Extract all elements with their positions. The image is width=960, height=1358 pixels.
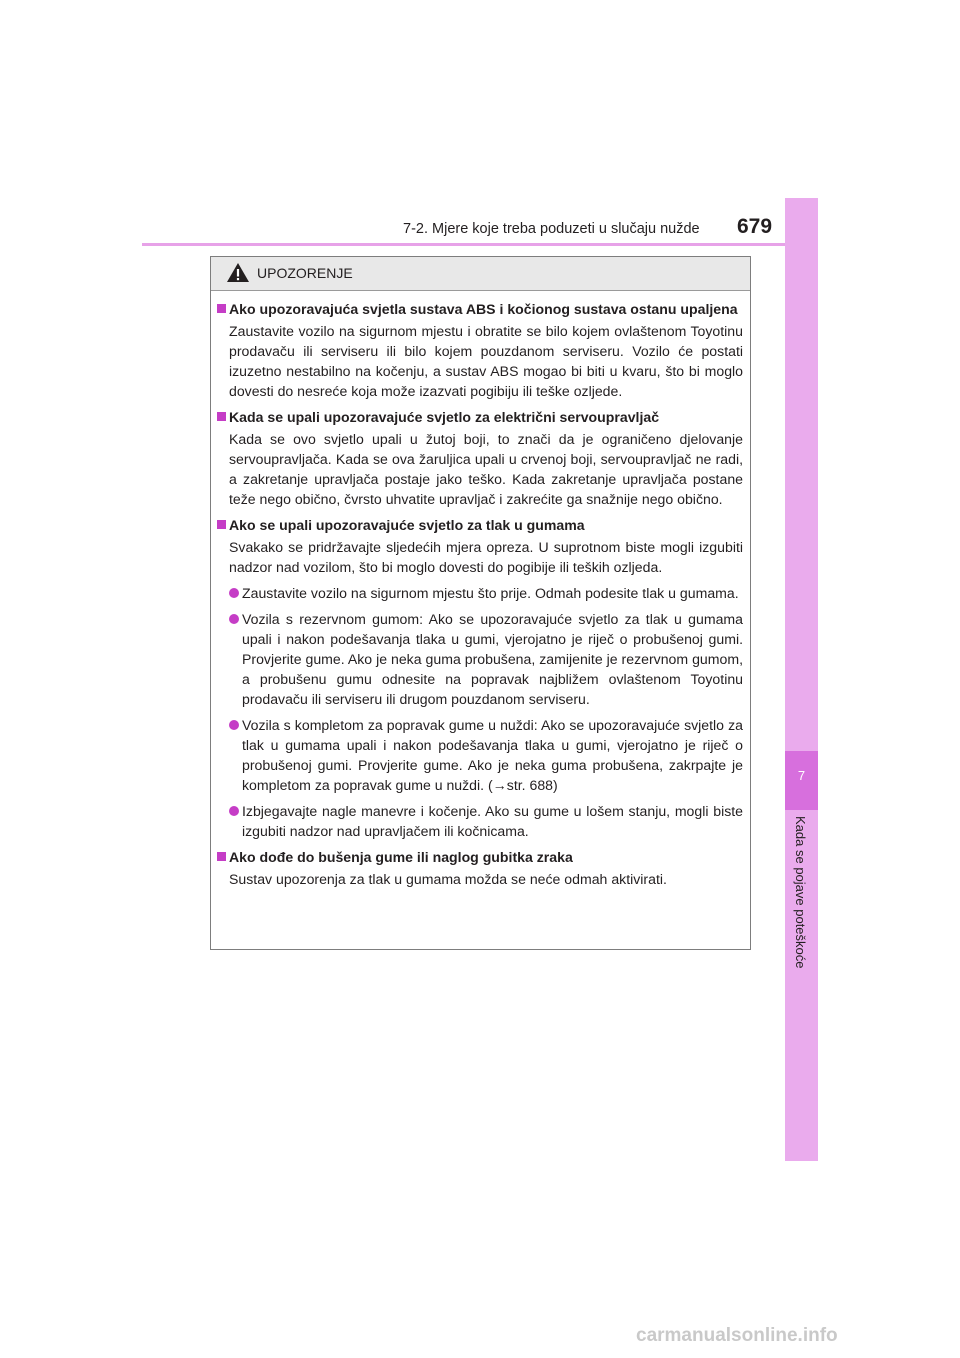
section-heading-text: Kada se upali upozoravajuće svjetlo za električni servoupravljač xyxy=(229,409,660,425)
section-body: Kada se ovo svjetlo upali u žutoj boji, to znači da je ograničeno djelovanje servoupravljača. Kada se ova žaruljica upali u crvenoj boji, servoupravljač ne radi, a zakretanje upravljača postaje jako teško. Kada zakretanje upravljača postane teže nego obično, čvrsto uhvatite upravljač i zakrećite ga snažnije nego obično. xyxy=(229,431,743,507)
bullet-text: Vozila s kompletom za popravak gume u nuždi: Ako se upozoravajuće svjetlo za tlak u gumama upali i nakon podešavanja tlaka u gumi, vjerojatno je riječ o probušenoj gumi. Provjerite gume. Ako je neka guma probušena, zakrpajte je kompletom za popravak gume u nuždi. (→str. 688) xyxy=(242,717,743,793)
warning-section xyxy=(217,847,743,889)
section-heading xyxy=(217,407,743,427)
square-bullet-icon xyxy=(217,412,226,421)
bullet-item xyxy=(217,583,743,603)
bullet-text: Vozila s rezervnom gumom: Ako se upozoravajuće svjetlo za tlak u gumama upali i nakon podešavanja tlaka u gumi, vjerojatno je riječ o probušenoj gumi. Provjerite gume. Ako je neka guma probušena, zamijenite je rezervnom gumom, a probušenu gumu odnesite na popravak najbližem ovlaštenom Toyotinu prodavaču ili serviseru ili drugom pouzdanom serviseru. xyxy=(242,611,743,707)
section-heading-text: Ako upozoravajuća svjetla sustava ABS i kočionog sustava ostanu upaljena xyxy=(229,301,738,317)
square-bullet-icon xyxy=(217,304,226,313)
section-body: Sustav upozorenja za tlak u gumama možda se neće odmah aktivirati. xyxy=(229,871,667,887)
bullet-item xyxy=(217,715,743,795)
round-bullet-icon xyxy=(229,614,239,624)
warning-box xyxy=(210,256,751,950)
warning-section xyxy=(217,407,743,509)
page-number: 679 xyxy=(737,215,773,238)
warning-section xyxy=(217,299,743,401)
section-body: Svakako se pridržavajte sljedećih mjera opreza. U suprotnom biste mogli izgubiti nadzor nad vozilom, što bi moglo dovesti do pogibije ili teških ozljeda. xyxy=(229,539,743,575)
round-bullet-icon xyxy=(229,588,239,598)
section-body: Zaustavite vozilo na sigurnom mjestu i obratite se bilo kojem ovlaštenom Toyotinu prodavaču ili serviseru ili bilo kojem pouzdanom serviseru. Vozilo će postati izuzetno nestabilno na kočenju, a sustav ABS mogao bi biti u kvaru, što bi moglo dovesti do nesreće koja može izazvati pogibiju ili teške ozljede. xyxy=(229,323,743,399)
header-rule xyxy=(142,243,818,246)
square-bullet-icon xyxy=(217,852,226,861)
chapter-title: Kada se pojave poteškoće xyxy=(793,816,808,969)
bullet-item xyxy=(217,609,743,709)
warning-triangle-icon xyxy=(226,262,250,283)
section-heading-text: Ako dođe do bušenja gume ili naglog gubitka zraka xyxy=(229,849,573,865)
bullet-text: Izbjegavajte nagle manevre i kočenje. Ako su gume u lošem stanju, mogli biste izgubiti nadzor nad upravljačem ili kočnicama. xyxy=(242,803,743,839)
section-heading xyxy=(217,299,743,319)
running-header-title: 7-2. Mjere koje treba poduzeti u slučaju nužde xyxy=(403,221,700,237)
chapter-number: 7 xyxy=(797,768,806,783)
section-heading xyxy=(217,515,743,535)
warning-title: UPOZORENJE xyxy=(257,265,353,281)
bullet-text: Zaustavite vozilo na sigurnom mjestu što prije. Odmah podesite tlak u gumama. xyxy=(242,585,739,601)
warning-content xyxy=(217,299,743,895)
section-heading-text: Ako se upali upozoravajuće svjetlo za tlak u gumama xyxy=(229,517,585,533)
square-bullet-icon xyxy=(217,520,226,529)
round-bullet-icon xyxy=(229,806,239,816)
warning-header xyxy=(211,257,750,291)
watermark: carmanualsonline.info xyxy=(636,1325,838,1346)
round-bullet-icon xyxy=(229,720,239,730)
chapter-side-tab xyxy=(785,198,818,1161)
warning-section xyxy=(217,515,743,841)
section-heading xyxy=(217,847,743,867)
bullet-item xyxy=(217,801,743,841)
